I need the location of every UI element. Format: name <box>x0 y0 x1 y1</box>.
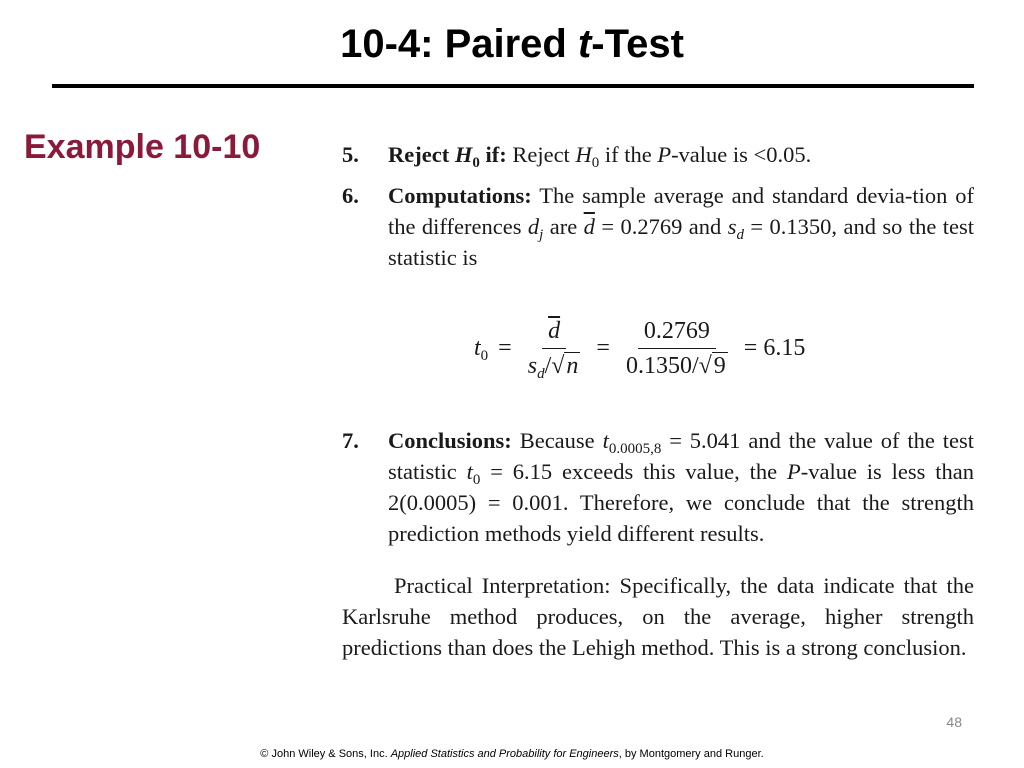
copyright-footer: © John Wiley & Sons, Inc. Applied Statistics and Probability for Engineers, by Montgomery and Runger. <box>260 748 764 760</box>
step-5: 5. Reject $H_0$ if: Reject $H_0$ if the P-value is <0.05. <box>342 139 974 170</box>
step-7: 7. Conclusions: Because $t_{0.0005,8} = 5.041$ and the value of the test statistic $t_0 = 6.15$ exceeds this value, the P-value is less than 2(0.0005) = 0.001. Therefore, we conclude that the strength prediction methods yield different results. <box>342 425 974 549</box>
example-label: Example 10-10 <box>24 128 261 166</box>
fraction-numeric: $\frac{0.2769}{0.1350/√9}$ <box>625 318 726 379</box>
practical-interpretation: Practical Interpretation: Specifically, the data indicate that the Karlsruhe method produces, on the average, higher strength predictions than does the Lehigh method. This is a strong conclusion. <box>342 573 974 660</box>
step-6: 6. Computations: The sample average and standard devia-tion of the differences $d_j$ are $\overline{d} = 0.2769$ and $s_d = 0.1350$, and so the test statistic is <box>342 180 974 273</box>
test-statistic-equation: $t_0$ = $\frac{\overline{d}}{s_d/√n}$ = $\frac{0.2769}{0.1350/√9}$ = 6.15 <box>474 318 806 382</box>
fraction-symbolic: $\frac{\overline{d}}{s_d/√n}$ <box>527 318 579 382</box>
page-number: 48 <box>946 714 962 730</box>
step-number: 6. <box>342 183 359 208</box>
slide-title: 10-4: Paired t-Test <box>340 22 684 66</box>
title-divider <box>52 84 974 88</box>
step-number: 7. <box>342 428 359 453</box>
step-number: 5. <box>342 142 359 167</box>
